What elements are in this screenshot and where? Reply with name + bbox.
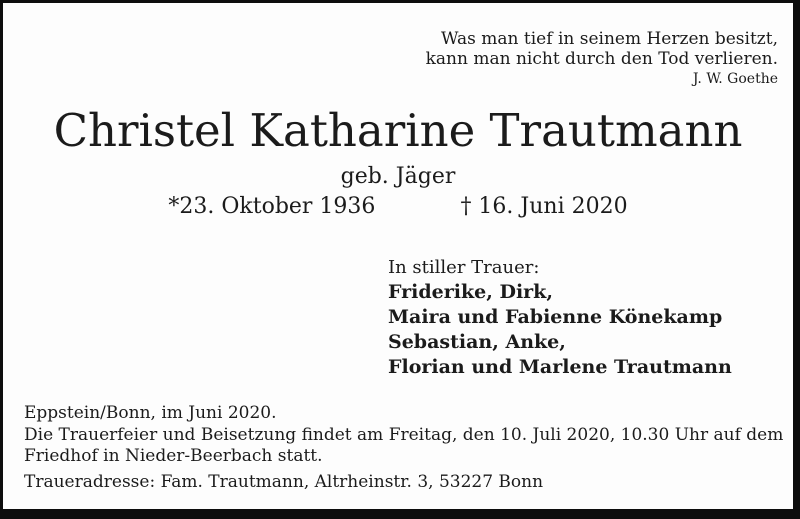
deceased-birth-name: geb. Jäger	[340, 164, 456, 189]
death-date: † 16. Juni 2020	[460, 194, 628, 219]
deceased-name: Christel Katharine Trautmann	[53, 104, 743, 157]
mourners-intro: In stiller Trauer:	[388, 257, 540, 278]
life-dates	[3, 194, 793, 220]
mourners-block	[388, 255, 732, 380]
funeral-details	[24, 403, 783, 468]
funeral-line-2: Friedhof in Nieder-Beerbach statt.	[24, 446, 323, 466]
mourner-name: Sebastian, Anke,	[388, 331, 566, 353]
place-date-line: Eppstein/Bonn, im Juni 2020.	[24, 403, 277, 423]
obituary-card	[3, 3, 793, 509]
mourning-address: Traueradresse: Fam. Trautmann, Altrheinstr. 3, 53227 Bonn	[24, 472, 544, 492]
quote-attribution: J. W. Goethe	[692, 71, 778, 87]
mourner-name: Friderike, Dirk,	[388, 281, 553, 303]
mourner-name: Florian und Marlene Trautmann	[388, 356, 732, 378]
funeral-line-1: Die Trauerfeier und Beisetzung findet am Freitag, den 10. Juli 2020, 10.30 Uhr auf dem	[24, 424, 784, 445]
birth-date: *23. Oktober 1936	[168, 194, 376, 219]
mourner-name: Maira und Fabienne Könekamp	[388, 306, 723, 328]
memorial-quote	[426, 29, 778, 87]
quote-line-1: Was man tief in seinem Herzen besitzt,	[441, 29, 778, 49]
quote-line-2: kann man nicht durch den Tod verlieren.	[425, 49, 778, 69]
